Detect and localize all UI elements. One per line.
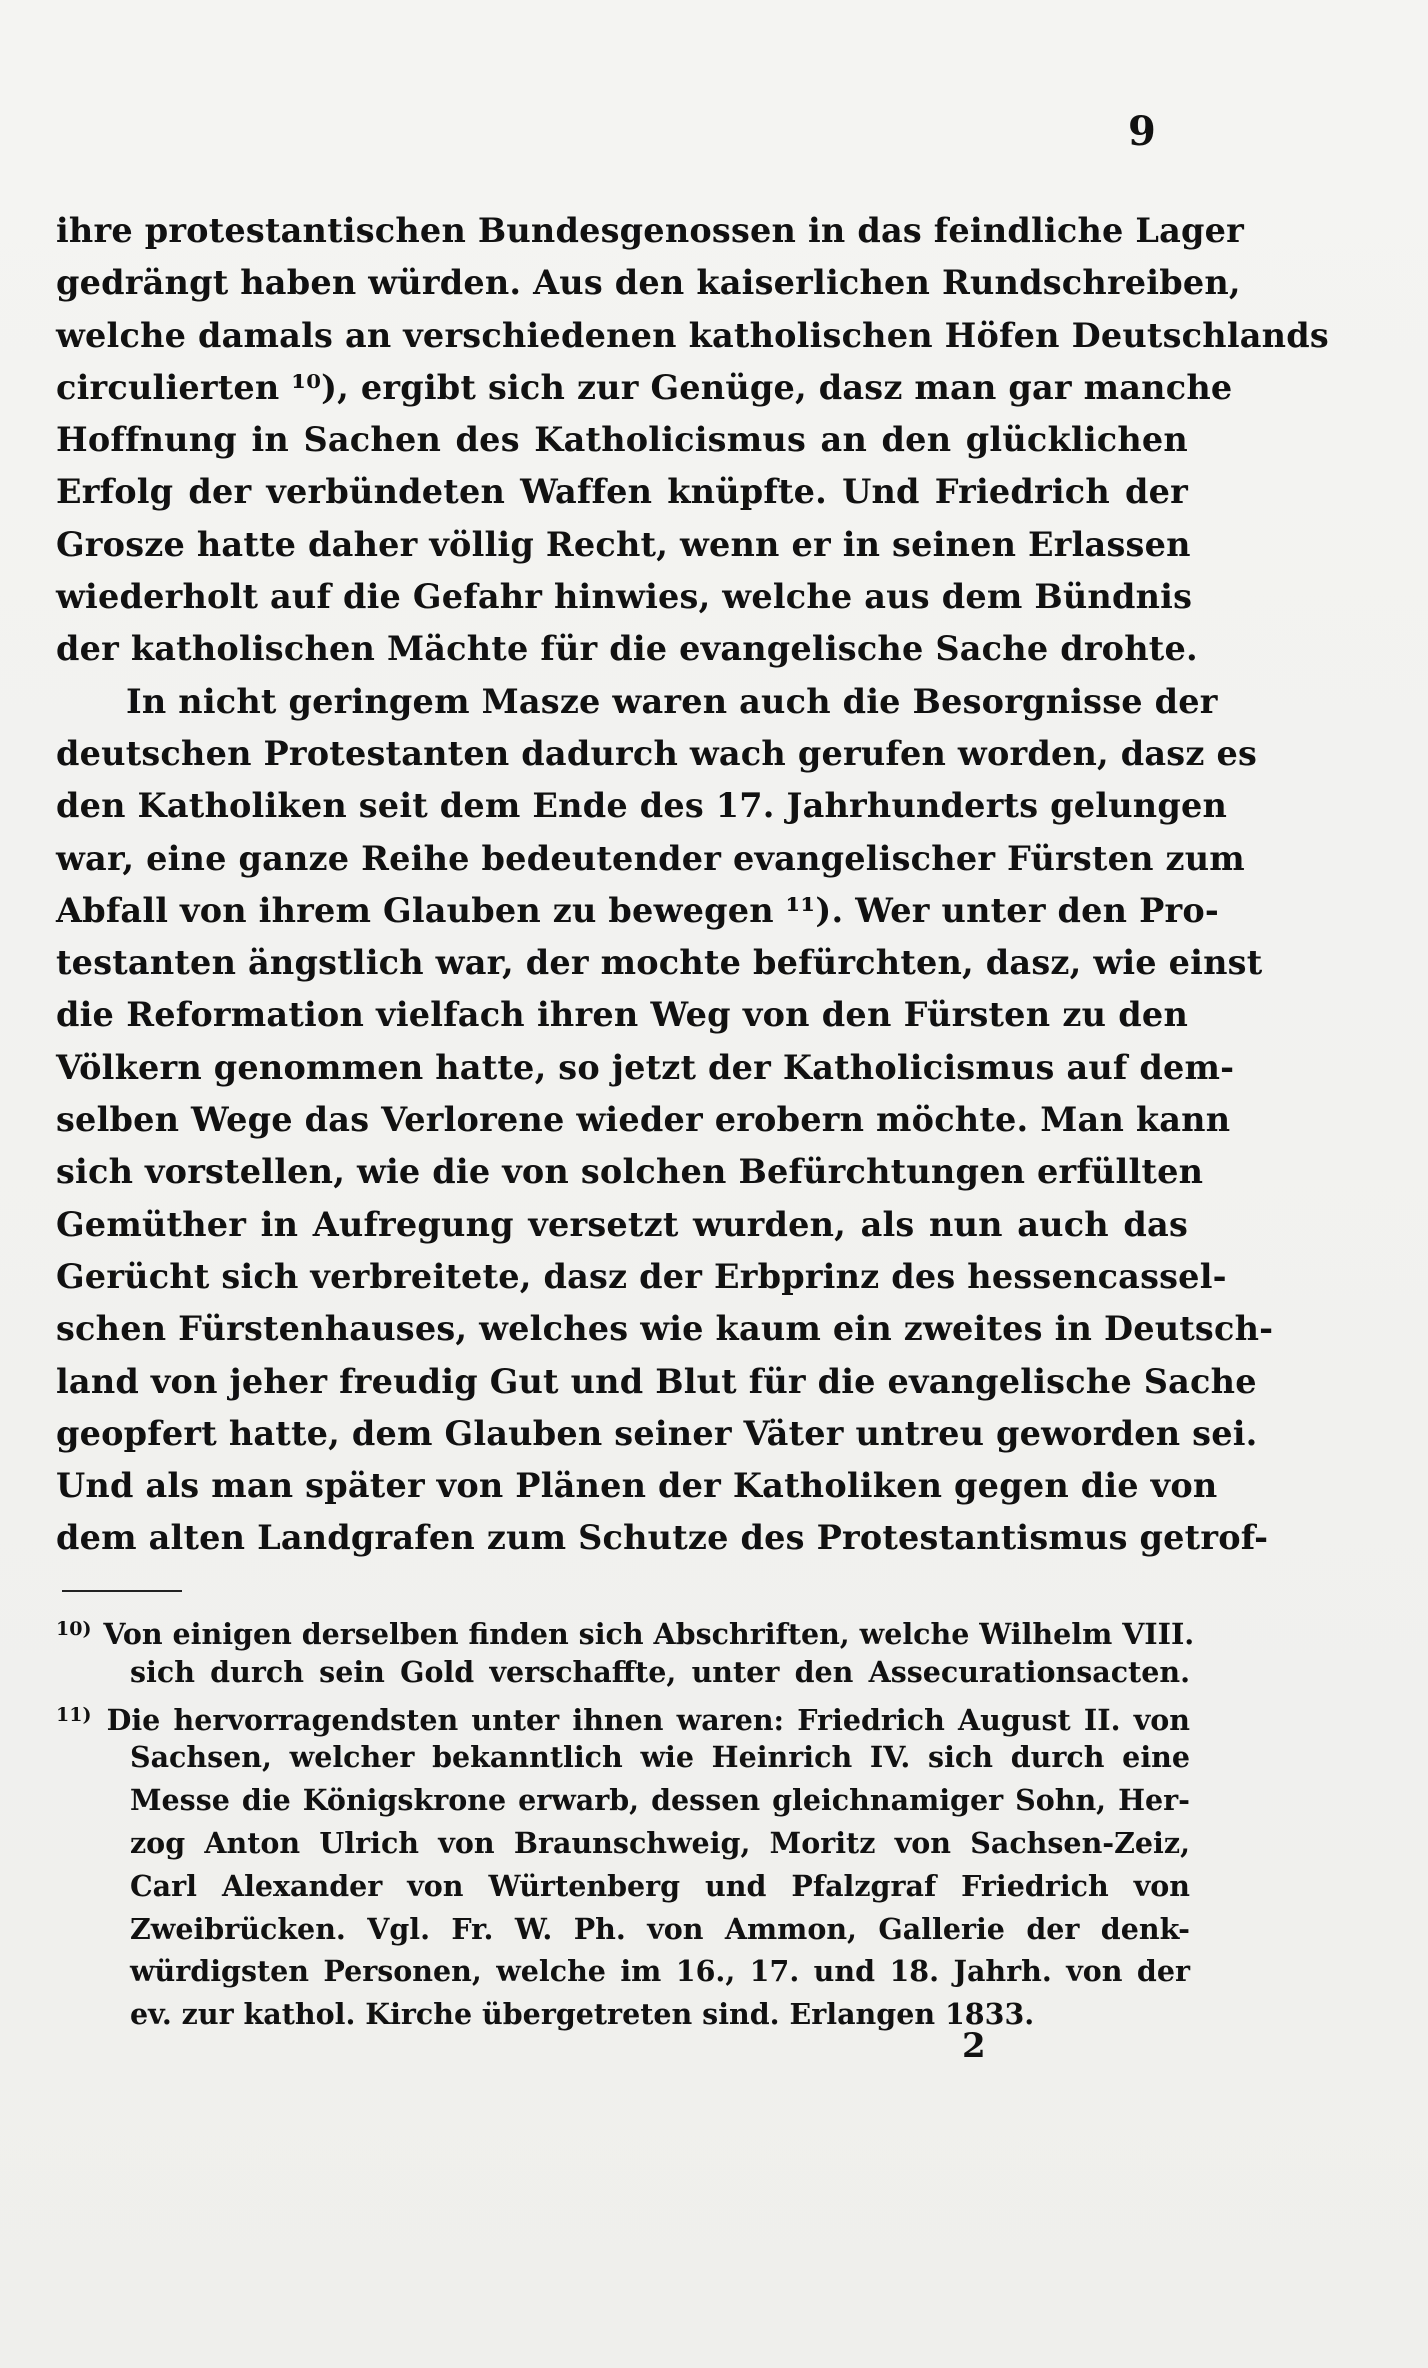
- footnotes: [56, 1608, 1195, 2036]
- body-line: sich vorstellen, wie die von solchen Befürchtungen erfüllten: [56, 1152, 1204, 1192]
- footnote-line: Carl Alexander von Würtenberg und Pfalzgraf Friedrich von: [130, 1868, 1190, 1903]
- body-line: Hoffnung in Sachen des Katholicismus an den glücklichen: [56, 420, 1188, 460]
- body-line: In nicht geringem Masze waren auch die Besorgnisse der: [126, 681, 1218, 721]
- body-line: Gemüther in Aufregung versetzt wurden, als nun auch das: [56, 1204, 1188, 1244]
- body-line: Gerücht sich verbreitete, dasz der Erbprinz des hessencassel-: [56, 1256, 1227, 1296]
- body-line: Abfall von ihrem Glauben zu bewegen ¹¹). Wer unter den Pro-: [56, 890, 1219, 930]
- body-line: der katholischen Mächte für die evangelische Sache drohte.: [56, 629, 1198, 669]
- body-line: Erfolg der verbündeten Waffen knüpfte. Und Friedrich der: [56, 472, 1188, 512]
- body-line: ihre protestantischen Bundesgenossen in das feindliche Lager: [56, 211, 1245, 250]
- footnote-marker: 10): [56, 1618, 92, 1640]
- body-line: Und als man später von Plänen der Katholiken gegen die von: [56, 1466, 1218, 1506]
- body-line: wiederholt auf die Gefahr hinwies, welche aus dem Bündnis: [56, 577, 1193, 617]
- body-line: deutschen Protestanten dadurch wach gerufen worden, dasz es: [56, 733, 1258, 773]
- footnote-marker: 11): [56, 1703, 92, 1726]
- body-line: land von jeher freudig Gut und Blut für die evangelische Sache: [56, 1361, 1257, 1401]
- body-line: geopfert hatte, dem Glauben seiner Väter untreu geworden sei.: [56, 1413, 1258, 1453]
- footnote-text: Von einigen derselben finden sich Abschriften, welche Wilhelm VIII.: [103, 1617, 1195, 1651]
- footnote-line: Messe die Königskrone erwarb, dessen gleichnamiger Sohn, Her-: [130, 1783, 1190, 1818]
- body-text: [56, 205, 1329, 1565]
- body-line: die Reformation vielfach ihren Weg von den Fürsten zu den: [56, 995, 1188, 1035]
- body-line: testanten ängstlich war, der mochte befürchten, dasz, wie einst: [56, 943, 1263, 983]
- body-line: Völkern genommen hatte, so jetzt der Katholicismus auf dem-: [56, 1047, 1235, 1087]
- page-number: 9: [1128, 108, 1156, 155]
- body-line: circulierten ¹⁰), ergibt sich zur Genüge, dasz man gar manche: [56, 367, 1233, 407]
- footnote-text: Die hervorragendsten unter ihnen waren: Friedrich August II. von: [106, 1702, 1190, 1737]
- body-line: welche damals an verschiedenen katholischen Höfen Deutschlands: [56, 315, 1329, 355]
- footnote-line: Zweibrücken. Vgl. Fr. W. Ph. von Ammon, Gallerie der denk-: [130, 1911, 1190, 1946]
- body-line: dem alten Landgrafen zum Schutze des Protestantismus getrof-: [56, 1518, 1269, 1558]
- footnote-line: ev. zur kathol. Kirche übergetreten sind. Erlangen 1833.: [130, 1997, 1035, 2032]
- footnote-10: [56, 1608, 1195, 1651]
- footnote-11: [56, 1694, 1190, 1737]
- footnote-line: würdigsten Personen, welche im 16., 17. und 18. Jahrh. von der: [130, 1954, 1190, 1989]
- signature-mark: 2: [962, 2026, 986, 2066]
- body-line: schen Fürstenhauses, welches wie kaum ein zweites in Deutsch-: [56, 1309, 1274, 1349]
- body-line: den Katholiken seit dem Ende des 17. Jahrhunderts gelungen: [56, 786, 1228, 826]
- footnote-line: sich durch sein Gold verschaffte, unter den Assecurationsacten.: [130, 1654, 1190, 1689]
- footnote-rule: [62, 1590, 182, 1592]
- body-line: Grosze hatte daher völlig Recht, wenn er in seinen Erlassen: [56, 524, 1191, 564]
- footnote-line: zog Anton Ulrich von Braunschweig, Moritz von Sachsen-Zeiz,: [130, 1825, 1190, 1860]
- body-line: gedrängt haben würden. Aus den kaiserlichen Rundschreiben,: [56, 263, 1241, 303]
- body-line: selben Wege das Verlorene wieder erobern möchte. Man kann: [56, 1100, 1231, 1140]
- body-line: war, eine ganze Reihe bedeutender evangelischer Fürsten zum: [56, 838, 1245, 878]
- footnote-line: Sachsen, welcher bekanntlich wie Heinrich IV. sich durch eine: [130, 1740, 1190, 1775]
